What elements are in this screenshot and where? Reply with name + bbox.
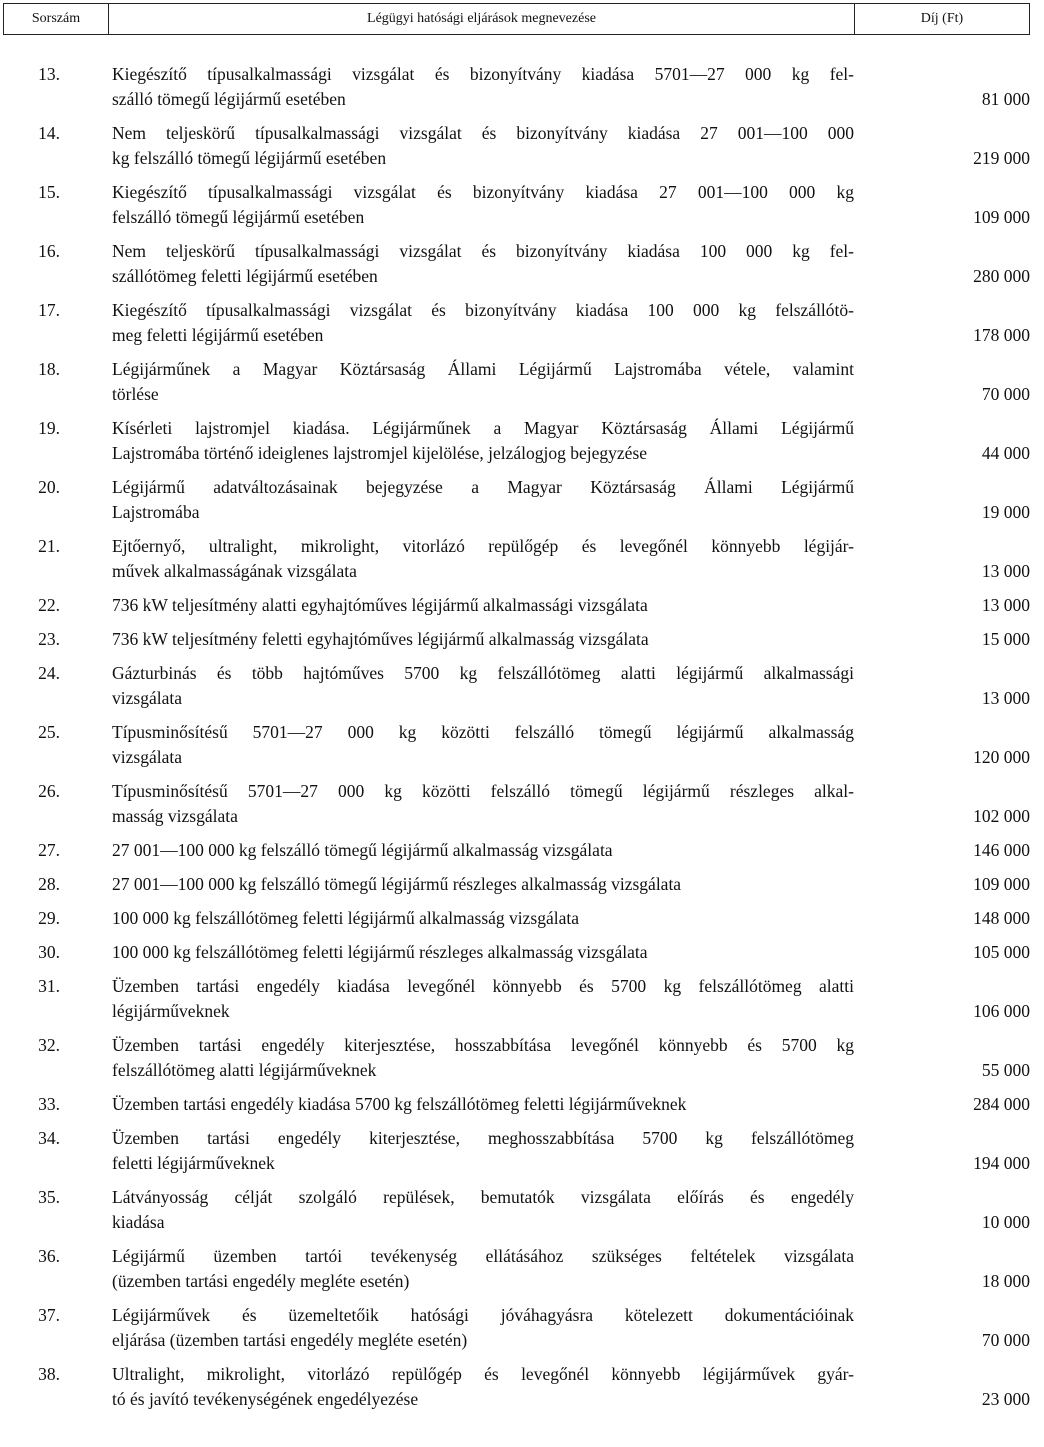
- row-number: 15.: [38, 182, 60, 202]
- row-description-line-1: 27 001—100 000 kg felszálló tömegű légijármű alkalmasság vizsgálata: [112, 840, 613, 860]
- row-description-line-2: felszállótömeg alatti légijárműveknek: [112, 1059, 377, 1080]
- row-description-line-1: Ultralight, mikrolight, vitorlázó repülőgép és levegőnél könnyebb légijárművek gyár-: [112, 1364, 854, 1384]
- row-description-line-2: vizsgálata: [112, 746, 182, 767]
- row-fee: 109 000: [973, 874, 1030, 894]
- table-row: [0, 872, 1044, 897]
- row-fee: 10 000: [981, 1211, 1030, 1232]
- row-description-line-2: feletti légijárműveknek: [112, 1152, 275, 1173]
- row-description-line-2: (üzemben tartási engedély megléte esetén): [112, 1270, 410, 1291]
- table-row: [0, 627, 1044, 652]
- row-number: 36.: [38, 1246, 60, 1266]
- row-description-line-2: művek alkalmasságának vizsgálata: [112, 560, 357, 581]
- row-fee: 109 000: [973, 206, 1030, 227]
- row-fee: 146 000: [973, 840, 1030, 860]
- row-fee: 19 000: [981, 501, 1030, 522]
- row-description-line-2: vizsgálata: [112, 687, 182, 708]
- table-row: [0, 661, 1044, 710]
- row-description-line-1: 27 001—100 000 kg felszálló tömegű légijármű részleges alkalmasság vizsgálata: [112, 874, 682, 894]
- fee-table-body: [0, 62, 1044, 1421]
- row-number: 30.: [38, 942, 60, 962]
- table-row: [0, 1362, 1044, 1411]
- header-dij: Díj (Ft): [920, 11, 964, 26]
- row-description-line-2: szállótömeg feletti légijármű esetében: [112, 265, 378, 286]
- row-number: 14.: [38, 123, 60, 143]
- row-number: 31.: [38, 976, 60, 996]
- row-number: 20.: [38, 477, 60, 497]
- row-description: [112, 838, 854, 863]
- row-number: 35.: [38, 1187, 60, 1207]
- row-description: [112, 1362, 854, 1411]
- row-description-line-1: Üzemben tartási engedély kiadása levegőnél könnyebb és 5700 kg felszállótömeg alatti: [112, 976, 854, 996]
- table-row: [0, 779, 1044, 828]
- row-fee: 55 000: [981, 1059, 1030, 1080]
- row-description-line-1: Látványosság célját szolgáló repülések, bemutatók vizsgálata előírás és engedély: [112, 1187, 854, 1207]
- row-description-line-1: 100 000 kg felszállótömeg feletti légijármű alkalmasság vizsgálata: [112, 908, 580, 928]
- row-description-line-1: Üzemben tartási engedély kiadása 5700 kg felszállótömeg feletti légijárműveknek: [112, 1094, 687, 1114]
- header-sorszam: Sorszám: [4, 4, 109, 34]
- row-fee: 70 000: [981, 1329, 1030, 1350]
- row-description: [112, 475, 854, 524]
- row-description-line-1: 100 000 kg felszállótömeg feletti légijármű részleges alkalmasság vizsgálata: [112, 942, 648, 962]
- row-fee: 106 000: [973, 1000, 1030, 1021]
- row-number: 19.: [38, 418, 60, 438]
- table-row: [0, 593, 1044, 618]
- row-description-line-2: kiadása: [112, 1211, 165, 1232]
- row-description: [112, 416, 854, 465]
- table-row: [0, 121, 1044, 170]
- row-description-line-2: masság vizsgálata: [112, 805, 238, 826]
- row-fee: 13 000: [981, 595, 1030, 615]
- table-row: [0, 475, 1044, 524]
- row-description: [112, 1092, 854, 1117]
- row-number: 28.: [38, 874, 60, 894]
- row-fee: 18 000: [981, 1270, 1030, 1291]
- row-fee: 13 000: [981, 560, 1030, 581]
- row-number: 34.: [38, 1128, 60, 1148]
- table-row: [0, 720, 1044, 769]
- row-description-line-1: Légijármű üzemben tartói tevékenység ellátásához szükséges feltételek vizsgálata: [112, 1246, 854, 1266]
- header-megnevezes: Légügyi hatósági eljárások megnevezése: [109, 4, 855, 34]
- row-description: [112, 872, 854, 897]
- row-fee: 23 000: [981, 1388, 1030, 1409]
- row-description-line-2: meg feletti légijármű esetében: [112, 324, 324, 345]
- row-description: [112, 720, 854, 769]
- table-row: [0, 838, 1044, 863]
- row-description-line-1: 736 kW teljesítmény alatti egyhajtóműves légijármű alkalmassági vizsgálata: [112, 595, 648, 615]
- table-row: [0, 940, 1044, 965]
- row-description-line-2: eljárása (üzemben tartási engedély megléte esetén): [112, 1329, 468, 1350]
- row-description-line-1: Típusminősítésű 5701—27 000 kg közötti felszálló tömegű légijármű részleges alkal-: [112, 781, 854, 801]
- row-description-line-1: Légijárműnek a Magyar Köztársaság Állami Légijármű Lajstromába vétele, valamint: [112, 359, 854, 379]
- table-row: [0, 974, 1044, 1023]
- row-description-line-1: Kiegészítő típusalkalmassági vizsgálat és bizonyítvány kiadása 27 001—100 000 kg: [112, 182, 854, 202]
- row-description: [112, 1033, 854, 1082]
- row-description-line-2: szálló tömegű légijármű esetében: [112, 88, 346, 109]
- table-row: [0, 534, 1044, 583]
- row-number: 13.: [38, 64, 60, 84]
- row-description: [112, 180, 854, 229]
- row-number: 32.: [38, 1035, 60, 1055]
- row-description-line-1: Kísérleti lajstromjel kiadása. Légijárműnek a Magyar Köztársaság Állami Légijármű: [112, 418, 854, 438]
- row-description: [112, 593, 854, 618]
- row-description-line-2: tó és javító tevékenységének engedélyezése: [112, 1388, 419, 1409]
- row-fee: 15 000: [981, 629, 1030, 649]
- row-fee: 70 000: [981, 383, 1030, 404]
- row-description: [112, 940, 854, 965]
- row-description: [112, 1126, 854, 1175]
- row-description: [112, 298, 854, 347]
- row-number: 29.: [38, 908, 60, 928]
- row-number: 21.: [38, 536, 60, 556]
- row-number: 17.: [38, 300, 60, 320]
- row-description-line-2: felszálló tömegű légijármű esetében: [112, 206, 365, 227]
- table-row: [0, 1303, 1044, 1352]
- row-fee: 81 000: [981, 88, 1030, 109]
- table-row: [0, 62, 1044, 111]
- row-description: [112, 534, 854, 583]
- row-description-line-1: Típusminősítésű 5701—27 000 kg közötti felszálló tömegű légijármű alkalmasság: [112, 722, 854, 742]
- row-number: 23.: [38, 629, 60, 649]
- row-description: [112, 1185, 854, 1234]
- row-description-line-1: Kiegészítő típusalkalmassági vizsgálat és bizonyítvány kiadása 100 000 kg felszállótö-: [112, 300, 854, 320]
- row-fee: 219 000: [973, 147, 1030, 168]
- row-description-line-2: Lajstromába: [112, 501, 200, 522]
- table-row: [0, 357, 1044, 406]
- row-fee: 120 000: [973, 746, 1030, 767]
- row-fee: 284 000: [973, 1094, 1030, 1114]
- row-description-line-1: Légijármű adatváltozásainak bejegyzése a Magyar Köztársaság Állami Légijármű: [112, 477, 854, 497]
- row-description: [112, 906, 854, 931]
- row-description: [112, 357, 854, 406]
- row-fee: 280 000: [973, 265, 1030, 286]
- row-fee: 13 000: [981, 687, 1030, 708]
- table-row: [0, 180, 1044, 229]
- row-number: 38.: [38, 1364, 60, 1384]
- row-description: [112, 239, 854, 288]
- row-number: 26.: [38, 781, 60, 801]
- row-description-line-1: Nem teljeskörű típusalkalmassági vizsgálat és bizonyítvány kiadása 100 000 kg fel-: [112, 241, 854, 261]
- row-number: 16.: [38, 241, 60, 261]
- row-number: 27.: [38, 840, 60, 860]
- row-description: [112, 1303, 854, 1352]
- row-number: 18.: [38, 359, 60, 379]
- table-row: [0, 298, 1044, 347]
- row-number: 25.: [38, 722, 60, 742]
- row-description-line-1: 736 kW teljesítmény feletti egyhajtóműves légijármű alkalmasság vizsgálata: [112, 629, 649, 649]
- table-row: [0, 416, 1044, 465]
- row-description-line-1: Kiegészítő típusalkalmassági vizsgálat és bizonyítvány kiadása 5701—27 000 kg fel-: [112, 64, 854, 84]
- row-description: [112, 779, 854, 828]
- row-description: [112, 62, 854, 111]
- table-row: [0, 1126, 1044, 1175]
- row-fee: 105 000: [973, 942, 1030, 962]
- row-description: [112, 661, 854, 710]
- row-fee: 194 000: [973, 1152, 1030, 1173]
- row-description-line-1: Gázturbinás és több hajtóműves 5700 kg felszállótömeg alatti légijármű alkalmassági: [112, 663, 854, 683]
- row-number: 24.: [38, 663, 60, 683]
- table-row: [0, 239, 1044, 288]
- row-description: [112, 627, 854, 652]
- row-number: 37.: [38, 1305, 60, 1325]
- table-row: [0, 906, 1044, 931]
- row-description-line-2: légijárműveknek: [112, 1000, 230, 1021]
- table-row: [0, 1092, 1044, 1117]
- row-description-line-1: Légijárművek és üzemeltetőik hatósági jóváhagyásra kötelezett dokumentációinak: [112, 1305, 854, 1325]
- row-description-line-2: kg felszálló tömegű légijármű esetében: [112, 147, 387, 168]
- table-row: [0, 1244, 1044, 1293]
- row-number: 22.: [38, 595, 60, 615]
- row-description-line-1: Üzemben tartási engedély kiterjesztése, meghosszabbítása 5700 kg felszállótömeg: [112, 1128, 854, 1148]
- row-description: [112, 121, 854, 170]
- table-row: [0, 1033, 1044, 1082]
- row-description-line-1: Ejtőernyő, ultralight, mikrolight, vitorlázó repülőgép és levegőnél könnyebb légijár-: [112, 536, 854, 556]
- row-description-line-1: Üzemben tartási engedély kiterjesztése, hosszabbítása levegőnél könnyebb és 5700 kg: [112, 1035, 854, 1055]
- row-number: 33.: [38, 1094, 60, 1114]
- row-description-line-2: Lajstromába történő ideiglenes lajstromjel kijelölése, jelzálogjog bejegyzése: [112, 442, 648, 463]
- row-fee: 102 000: [973, 805, 1030, 826]
- row-fee: 44 000: [981, 442, 1030, 463]
- row-description-line-1: Nem teljeskörű típusalkalmassági vizsgálat és bizonyítvány kiadása 27 001—100 000: [112, 123, 854, 143]
- row-description: [112, 974, 854, 1023]
- row-fee: 178 000: [973, 324, 1030, 345]
- row-fee: 148 000: [973, 908, 1030, 928]
- table-header: [3, 3, 1030, 35]
- table-row: [0, 1185, 1044, 1234]
- row-description-line-2: törlése: [112, 383, 159, 404]
- row-description: [112, 1244, 854, 1293]
